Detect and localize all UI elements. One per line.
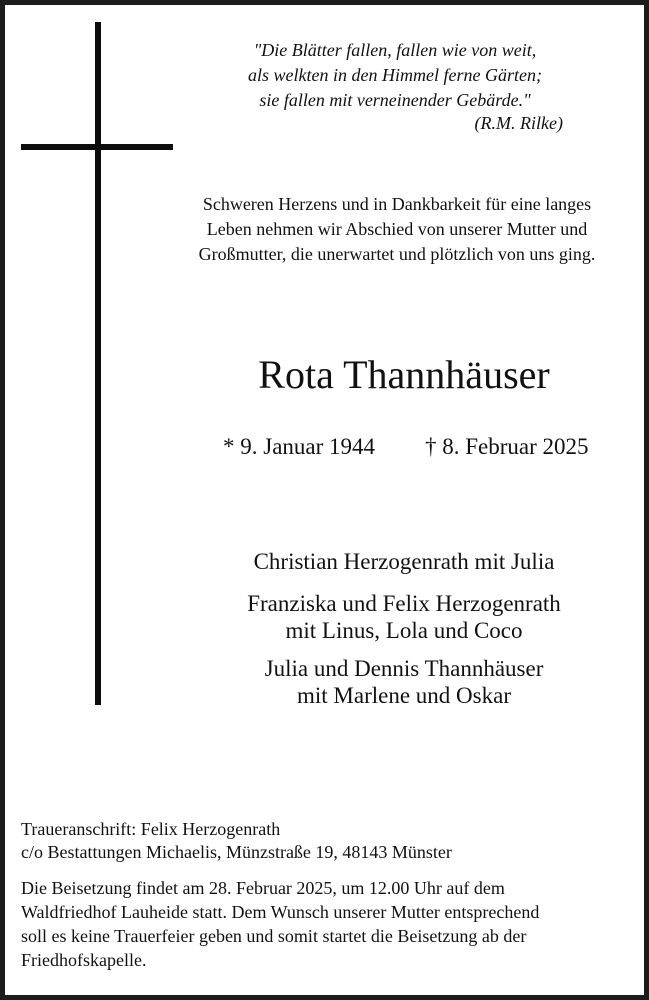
quote-line: sie fallen mit verneinender Gebärde." [259,90,531,110]
quote-author: (R.M. Rilke) [474,113,563,133]
funeral-line: Waldfriedhof Lauheide statt. Dem Wunsch unserer Mutter entsprechend [21,902,540,922]
intro-line: Schweren Herzens und in Dankbarkeit für eine langes [202,194,592,214]
funeral-line: Die Beisetzung findet am 28. Februar 2025, um 12.00 Uhr auf dem [21,878,505,898]
birth-date: * 9. Januar 1944 [223,434,376,459]
family-line: mit Marlene und Oskar [297,683,511,708]
family-line: Franziska und Felix Herzogenrath [247,591,561,616]
obituary-card [5,5,644,995]
address-line: c/o Bestattungen Michaelis, Münzstraße 19, 48143 Münster [21,842,452,862]
family-line: mit Linus, Lola und Coco [285,618,523,643]
address-line: Traueranschrift: Felix Herzogenrath [21,819,281,839]
quote-line: "Die Blätter fallen, fallen wie von weit, [253,40,537,60]
death-date: † 8. Februar 2025 [425,434,589,459]
quote-line: als welkten in den Himmel ferne Gärten; [248,65,542,85]
intro-line: Leben nehmen wir Abschied von unserer Mutter und [206,219,588,239]
intro-line: Großmutter, die unerwartet und plötzlich von uns ging. [198,244,596,264]
funeral-line: Friedhofskapelle. [21,950,147,970]
funeral-line: soll es keine Trauerfeier geben und somit startet die Beisetzung ab der [21,926,527,946]
family-line: Julia und Dennis Thannhäuser [264,656,544,681]
family-line: Christian Herzogenrath mit Julia [253,549,555,574]
deceased-name: Rota Thannhäuser [258,352,550,397]
